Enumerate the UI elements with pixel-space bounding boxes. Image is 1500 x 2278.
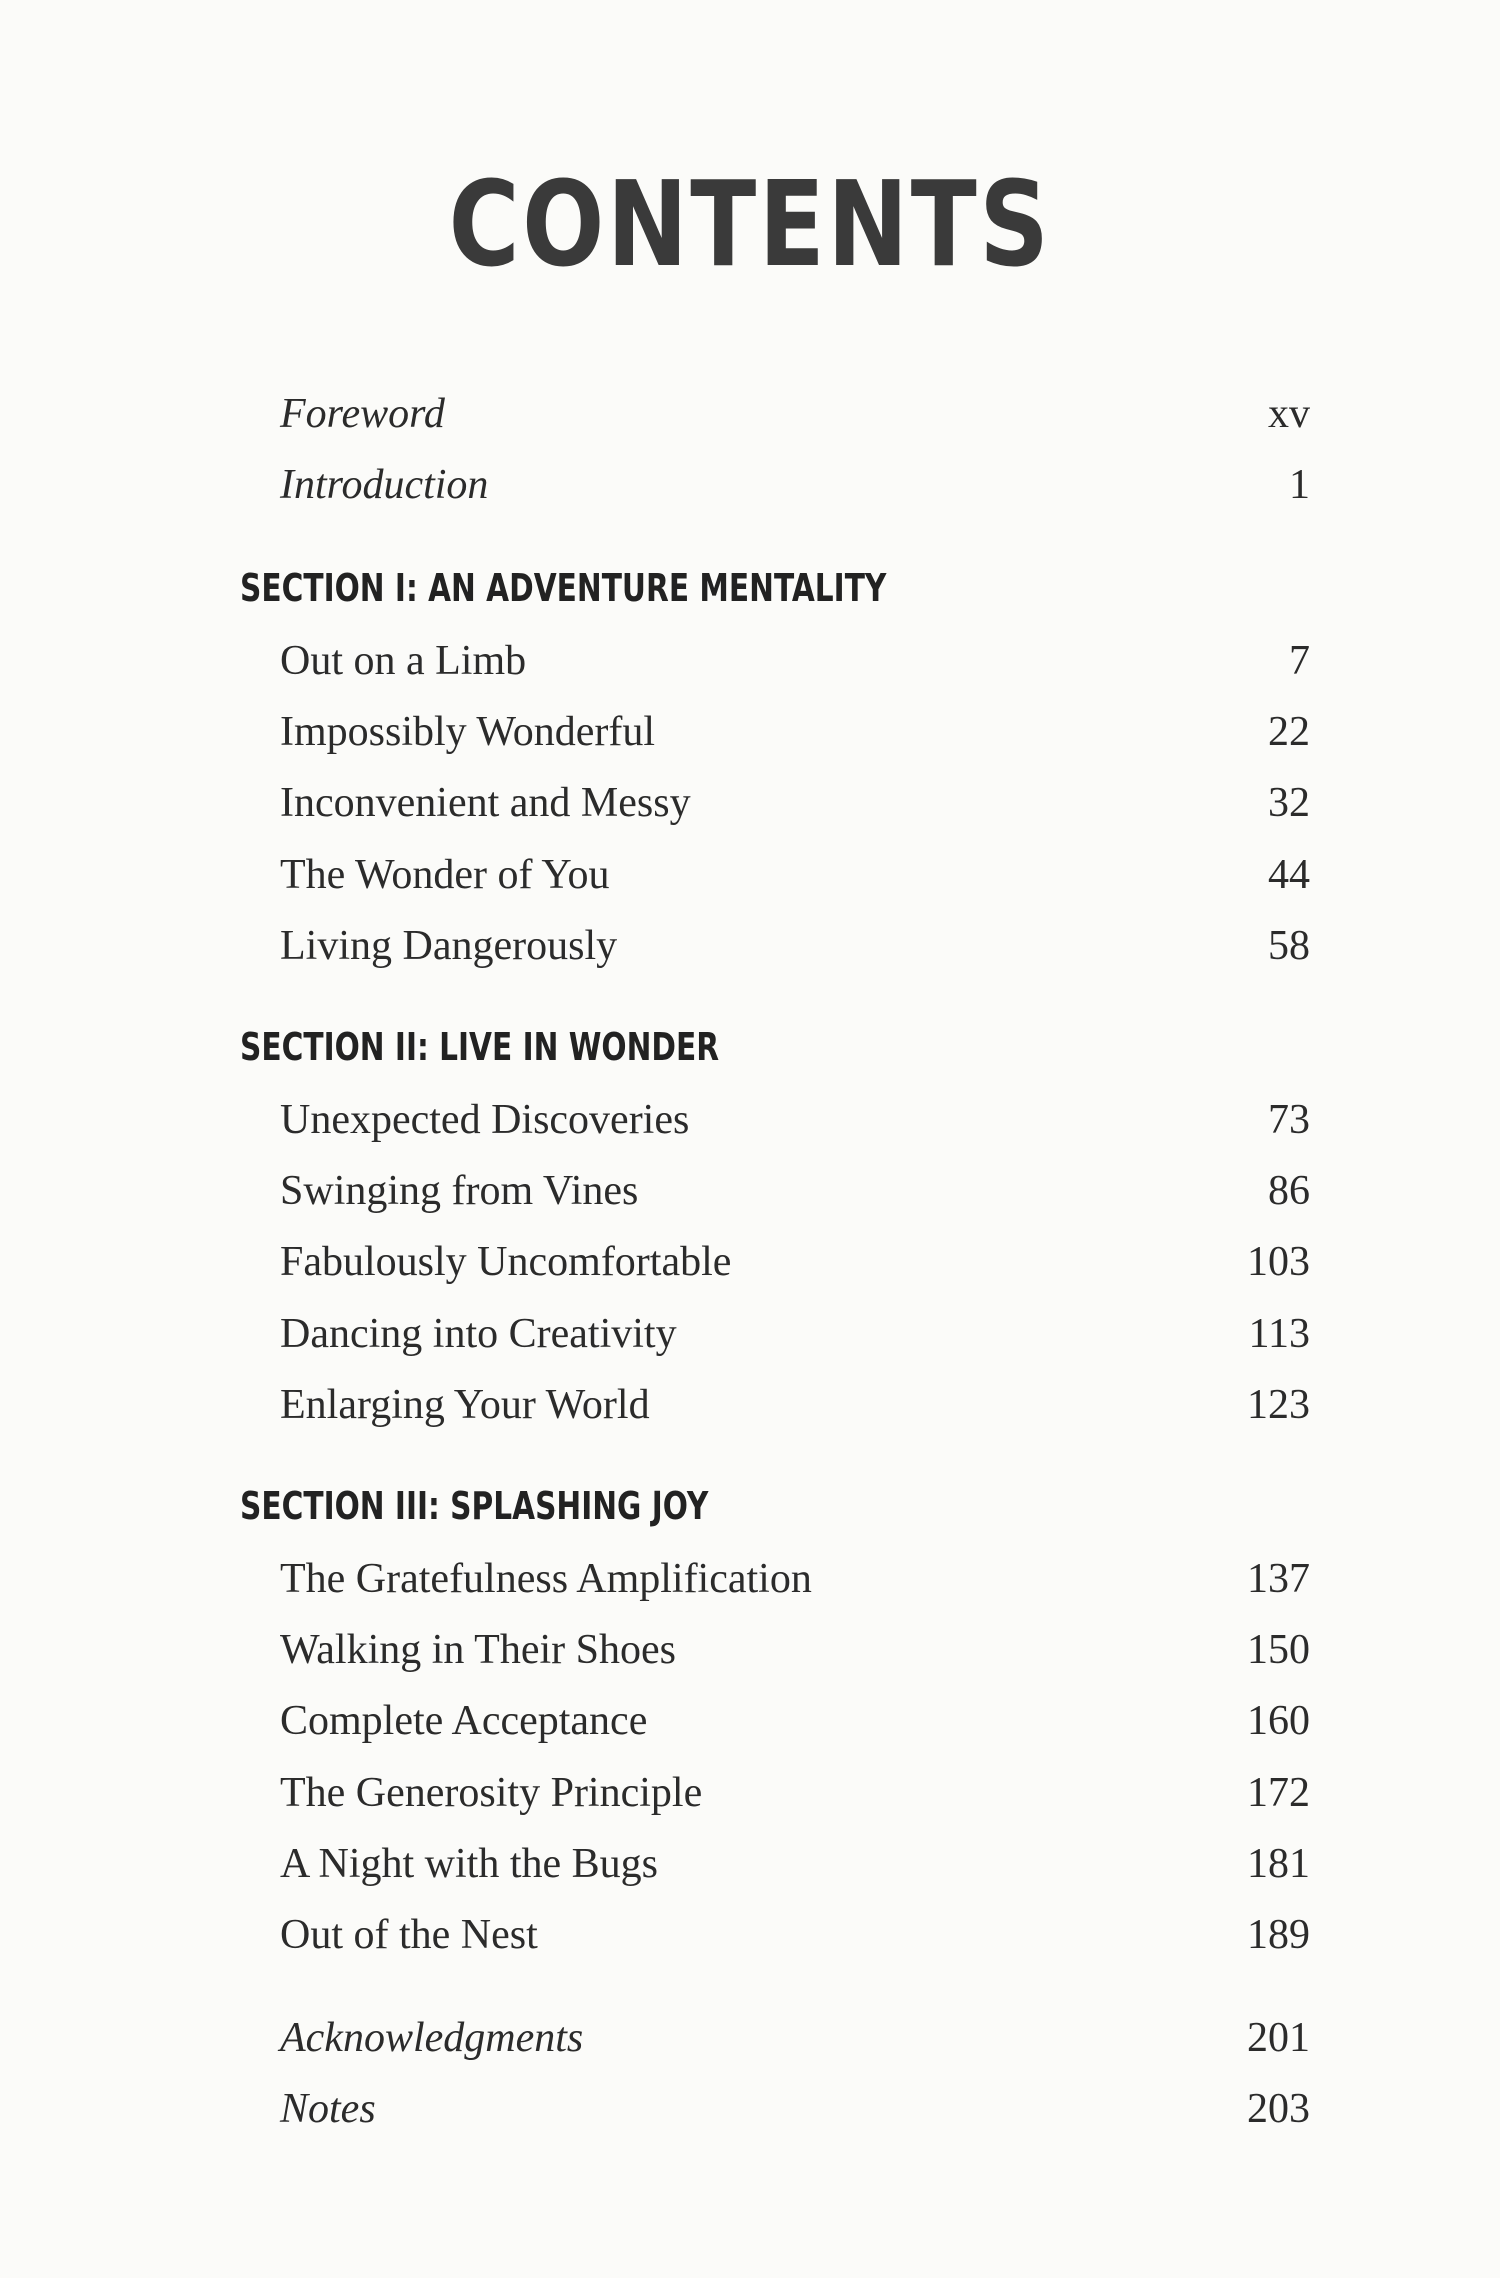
toc-entry-label: Foreword — [280, 391, 445, 437]
toc-entry-page: 203 — [1247, 2086, 1310, 2132]
section-heading-3: SECTION III: SPLASHING JOY — [240, 1484, 709, 1528]
toc-entry-label: Acknowledgments — [280, 2015, 584, 2061]
toc-entry — [280, 1834, 1310, 1894]
toc-entry-label: Swinging from Vines — [280, 1168, 639, 1214]
toc-entry-label: Out of the Nest — [280, 1912, 538, 1958]
toc-entry — [280, 1304, 1310, 1364]
toc-entry-page: 172 — [1247, 1770, 1310, 1816]
toc-entry-label: Enlarging Your World — [280, 1382, 650, 1428]
toc-entry-page: 22 — [1268, 709, 1310, 755]
toc-entry-introduction — [280, 455, 1310, 515]
toc-entry-page: 189 — [1247, 1912, 1310, 1958]
toc-entry-page: 58 — [1268, 923, 1310, 969]
toc-entry-label: Complete Acceptance — [280, 1698, 648, 1744]
toc-entry-label: Notes — [280, 2086, 376, 2132]
toc-entry — [280, 1549, 1310, 1609]
toc-entry — [280, 631, 1310, 691]
toc-entry-page: 123 — [1247, 1382, 1310, 1428]
toc-entry-notes — [280, 2079, 1310, 2139]
toc-entry-acknowledgments — [280, 2008, 1310, 2068]
toc-entry — [280, 1375, 1310, 1435]
section-heading-2: SECTION II: LIVE IN WONDER — [240, 1025, 720, 1069]
toc-entry-label: The Wonder of You — [280, 852, 610, 898]
toc-entry-page: xv — [1268, 391, 1310, 437]
toc-entry-page: 201 — [1247, 2015, 1310, 2061]
toc-entry-page: 44 — [1268, 852, 1310, 898]
toc-entry — [280, 1763, 1310, 1823]
toc-entry — [280, 916, 1310, 976]
toc-entry-label: The Generosity Principle — [280, 1770, 703, 1816]
toc-entry-page: 113 — [1248, 1311, 1310, 1357]
toc-entry — [280, 773, 1310, 833]
toc-entry-label: A Night with the Bugs — [280, 1841, 659, 1887]
toc-entry-label: Walking in Their Shoes — [280, 1627, 676, 1673]
toc-entry — [280, 1161, 1310, 1221]
toc-entry — [280, 702, 1310, 762]
toc-entry-label: Out on a Limb — [280, 638, 527, 684]
toc-entry-page: 137 — [1247, 1556, 1310, 1602]
toc-entry-page: 73 — [1268, 1097, 1310, 1143]
toc-entry-label: Introduction — [280, 462, 489, 508]
toc-entry — [280, 1232, 1310, 1292]
toc-entry — [280, 1090, 1310, 1150]
page-title: CONTENTS — [448, 155, 1052, 293]
toc-entry — [280, 1905, 1310, 1965]
toc-entry-page: 7 — [1289, 638, 1310, 684]
toc-entry-label: Living Dangerously — [280, 923, 618, 969]
toc-entry-page: 32 — [1268, 780, 1310, 826]
toc-entry — [280, 1620, 1310, 1680]
toc-entry-label: Inconvenient and Messy — [280, 780, 691, 826]
toc-entry-label: Impossibly Wonderful — [280, 709, 655, 755]
toc-entry-page: 150 — [1247, 1627, 1310, 1673]
toc-entry-page: 181 — [1247, 1841, 1310, 1887]
toc-entry-page: 103 — [1247, 1239, 1310, 1285]
toc-entry-page: 1 — [1289, 462, 1310, 508]
toc-entry-label: Dancing into Creativity — [280, 1311, 677, 1357]
toc-entry-page: 160 — [1247, 1698, 1310, 1744]
toc-entry-label: Unexpected Discoveries — [280, 1097, 690, 1143]
toc-entry-page: 86 — [1268, 1168, 1310, 1214]
toc-entry-foreword — [280, 384, 1310, 444]
section-heading-1: SECTION I: AN ADVENTURE MENTALITY — [240, 566, 887, 610]
toc-entry-label: The Gratefulness Amplification — [280, 1556, 812, 1602]
toc-entry — [280, 1691, 1310, 1751]
toc-entry-label: Fabulously Uncomfortable — [280, 1239, 732, 1285]
toc-entry — [280, 845, 1310, 905]
